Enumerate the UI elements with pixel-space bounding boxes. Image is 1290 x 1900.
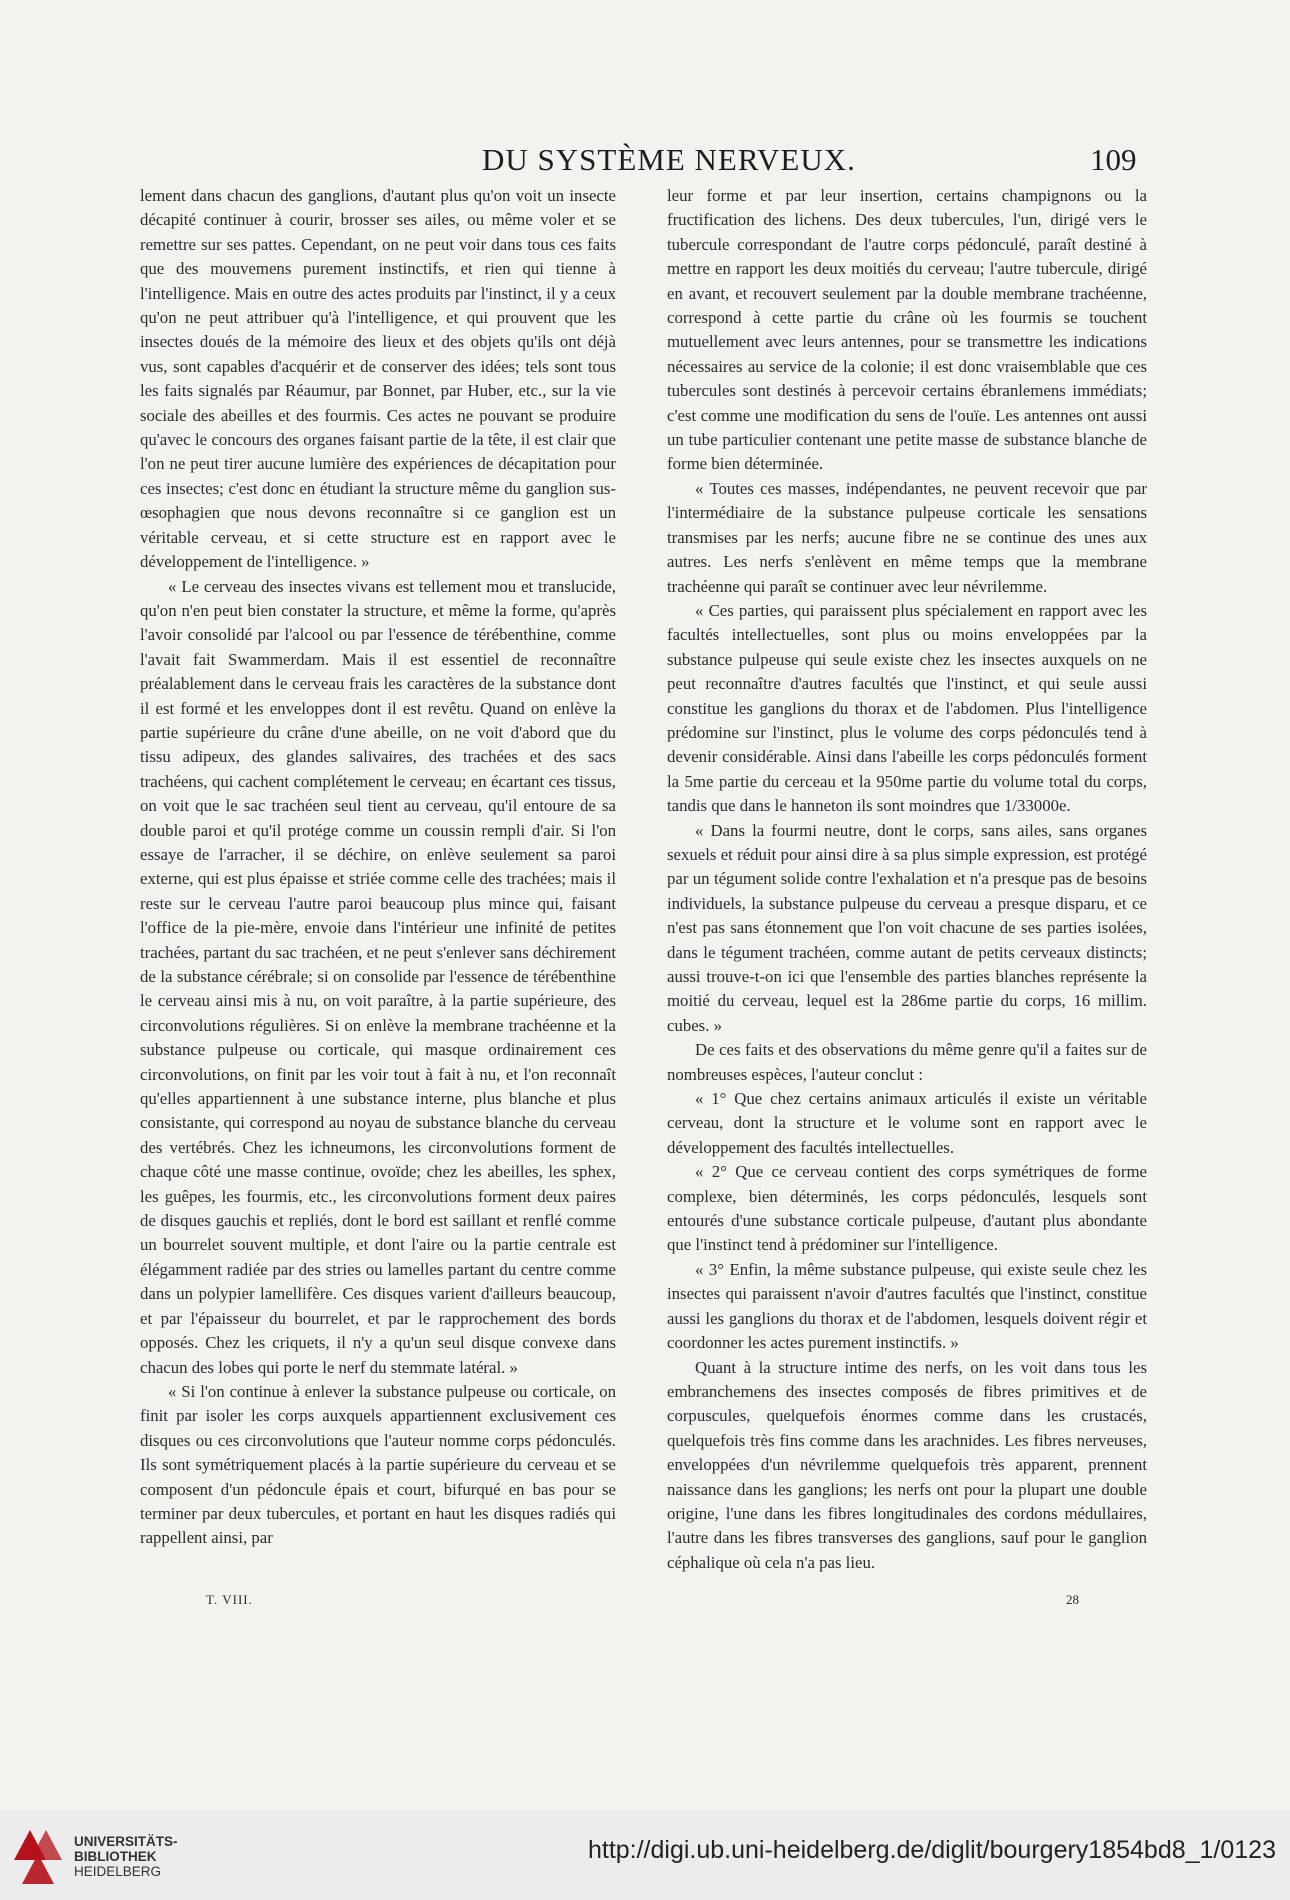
paragraph: leur forme et par leur insertion, certains champignons ou la fructification des lichens. Des deux tubercules, l'un, dirigé vers le tubercule correspondant de l'autre corps pédonculé, paraît destiné à mettre en rapport les deux moitiés du cerveau; l'autre tubercule, dirigé en avant, et recouvert seulement par la double membrane trachéenne, correspond à cette partie du crâne où les fourmis se touchent mutuellement avec leurs antennes, pour se transmettre les indications nécessaires au service de la colonie; il est donc vraisemblable que ces tubercules sont destinés à percevoir certains ébranlemens immédiats; c'est comme une modification du sens de l'ouïe. Les antennes ont aussi un tube particulier contenant une petite masse de substance blanche de forme bien déterminée. [667, 186, 1147, 474]
paragraph: « Le cerveau des insectes vivans est tellement mou et translucide, qu'on n'en peut bien constater la structure, et même la forme, qu'après l'avoir consolidé par l'alcool ou par l'essence de térébenthine, comme l'avait fait Swammerdam. Mais il est essentiel de reconnaître préalablement dans le cerveau frais les caractères de la substance dont il est formé et les enveloppes dont il est revêtu. Quand on enlève la partie supérieure du crâne d'une abeille, on ne voit d'abord que du tissu adipeux, des glandes salivaires, des trachées et des sacs trachéens, qui cachent complétement le cerveau; en écartant ces tissus, on voit que le sac trachéen seul tient au cerveau, qu'il entoure de sa double paroi et qu'il protége comme un coussin rempli d'air. Si l'on essaye de l'arracher, il se déchire, on enlève seulement sa paroi externe, qui est plus épaisse et striée comme celle des trachées; mais il reste sur le cerveau l'autre paroi beaucoup plus mince qui, faisant l'office de la pie-mère, envoie dans l'intérieur une infinité de petites trachées, partant du sac trachéen, et ne peut s'enlever sans déchirement de la substance cérébrale; si on consolide par l'essence de térébenthine le cerveau ainsi mis à nu, on voit paraître, à la partie supérieure, des circonvolutions régulières. Si on enlève la membrane trachéenne et la substance pulpeuse ou corticale, qui masque ordinairement ces circonvolutions, on finit par les voir tout à fait à nu, et l'on reconnaît qu'elles appartiennent à une substance interne, plus blanche et plus consistante, qui correspond au noyau de substance blanche du cerveau des vertébrés. Chez les ichneumons, les circonvolutions forment de chaque côté une masse continue, ovoïde; chez les abeilles, les sphex, les guêpes, les fourmis, etc., les circonvolutions forment deux paires de disques gauchis et repliés, dont le bord est saillant et renflé comme un bourrelet souvent multiple, et dont l'aire ou la partie centrale est élégamment radiée par des stries ou lamelles partant du centre comme dans un polypier lamellifère. Ces disques varient d'ailleurs beaucoup, et par l'épaisseur du bourrelet, et par le rapprochement des bords opposés. Chez les criquets, il n'y a qu'un seul disque convexe dans chacun des lobes qui porte le nerf du stemmate latéral. » [140, 576, 616, 1377]
paragraph: Quant à la structure intime des nerfs, on les voit dans tous les embranchemens des insectes composés de fibres primitives et de corpuscules, quelquefois énormes comme dans les crustacés, quelquefois très fins comme dans les arachnides. Les fibres nerveuses, enveloppées d'un névrilemme quelquefois très apparent, prennent naissance dans les ganglions; les nerfs ont pour la plupart une double origine, l'une dans les fibres longitudinales des cordons médullaires, l'autre dans les fibres transverses des ganglions, sauf pour le ganglion céphalique où cela n'a pas lieu. [667, 1357, 1147, 1572]
paragraph: « 3° Enfin, la même substance pulpeuse, qui existe seule chez les insectes qui paraissent n'avoir d'autres facultés que l'instinct, constitue aussi les ganglions du thorax et de l'abdomen, lesquels doivent régir et coordonner les actes purement instinctifs. » [667, 1259, 1147, 1353]
paragraph: « 1° Que chez certains animaux articulés il existe un véritable cerveau, dont la structure et le volume sont en rapport avec le développement des facultés intellectuelles. [667, 1089, 1147, 1157]
paragraph: « Dans la fourmi neutre, dont le corps, sans ailes, sans organes sexuels et réduit pour ainsi dire à sa plus simple expression, est protégé par un tégument solide contre l'exhalation et n'a presque pas de besoins individuels, la substance pulpeuse du cerveau a presque disparu, et ce n'est pas sans étonnement que l'on voit chacune de ses parties isolées, dans le tégument trachéen, comme autant de petits cerveaux distincts; aussi trouve-t-on ici que l'ensemble des parties blanches représente la moitié du cerveau, lequel est la 286me partie du corps, 16 millim. cubes. » [667, 820, 1147, 1035]
paragraph: « Si l'on continue à enlever la substance pulpeuse ou corticale, on finit par isoler les corps auxquels appartiennent exclusivement ces disques ou ces circonvolutions que l'auteur nomme corps pédonculés. Ils sont symétriquement placés à la partie supérieure du cerveau et se composent d'un pédoncule épais et court, bifurqué en bas pour se terminer par deux tubercules, et portant en haut les disques radiés qui rappellent ainsi, par [140, 1381, 616, 1548]
paragraph: « Ces parties, qui paraissent plus spécialement en rapport avec les facultés intellectuelles, sont plus ou moins enveloppées par la substance pulpeuse qui seule existe chez les insectes auxquels on ne peut reconnaître d'autres facultés que l'instinct, et qui seule aussi constitue les ganglions du thorax et de l'abdomen. Plus l'intelligence prédomine sur l'instinct, plus le volume des corps pédonculés tend à devenir considérable. Ainsi dans l'abeille les corps pédonculés forment la 5me partie du cerceau et la 950me partie du volume total du corps, tandis que dans le hanneton ils sont moindres que 1/33000e. [667, 600, 1147, 816]
page-title: DU SYSTÈME NERVEUX. [482, 142, 856, 177]
signature-mark: 28 [1066, 1592, 1079, 1607]
paragraph: « 2° Que ce cerveau contient des corps symétriques de forme complexe, bien déterminés, les corps pédonculés, lesquels sont entourés d'une substance corticale pulpeuse, d'autant plus abondante que l'instinct tend à prédominer sur l'intelligence. [667, 1162, 1147, 1255]
paragraph: lement dans chacun des ganglions, d'autant plus qu'on voit un insecte décapité continuer à courir, brosser ses ailes, ou même voler et se remettre sur ses pattes. Cependant, on ne peut voir dans tous ces faits que des mouvemens purement instinctifs, et rien qui tienne à l'intelligence. Mais en outre des actes produits par l'instinct, il y a ceux qu'on ne peut attribuer qu'à l'intelligence, et qui prouvent que les insectes doués de la mémoire des lieux et des objets qu'ils ont déjà vus, sont capables d'acquérir et de conserver des idées; tels sont tous les faits signalés par Réaumur, par Bonnet, par Huber, etc., sur la vie sociale des abeilles et des fourmis. Ces actes ne pouvant se produire qu'avec le concours des organes faisant partie de la tête, il est clair que l'on ne peut tirer aucune lumière des expériences de décapitation pour ces insectes; c'est donc en étudiant la structure même du ganglion sus-œsophagien que nous devons reconnaître si ce ganglion est un véritable cerveau, et si cette structure est en rapport avec le développement de l'intelligence. » [140, 186, 616, 572]
running-head [0, 142, 1290, 182]
library-name-line: HEIDELBERG [74, 1864, 162, 1879]
left-column [140, 184, 616, 1551]
library-logo-icon [10, 1820, 66, 1890]
paragraph: De ces faits et des observations du même genre qu'il a faites sur de nombreuses espèces, l'auteur conclut : [667, 1040, 1147, 1084]
right-column [667, 184, 1147, 1575]
page-number: 109 [1090, 142, 1137, 177]
library-name-line: BIBLIOTHEK [74, 1849, 157, 1864]
library-banner [0, 1810, 1290, 1900]
library-name [74, 1834, 178, 1879]
volume-mark: T. VIII. [206, 1592, 253, 1607]
library-name-line: UNIVERSITÄTS- [74, 1834, 178, 1849]
paragraph: « Toutes ces masses, indépendantes, ne peuvent recevoir que par l'intermédiaire de la substance pulpeuse corticale les sensations transmises par les nerfs; aucune fibre ne se continue des unes aux autres. Les nerfs s'enlèvent en même temps que la membrane trachéenne qui paraît se continuer avec leur névrilemme. [667, 478, 1147, 596]
source-url-link[interactable]: http://digi.ub.uni-heidelberg.de/diglit/bourgery1854bd8_1/0123 [587, 1836, 1276, 1864]
